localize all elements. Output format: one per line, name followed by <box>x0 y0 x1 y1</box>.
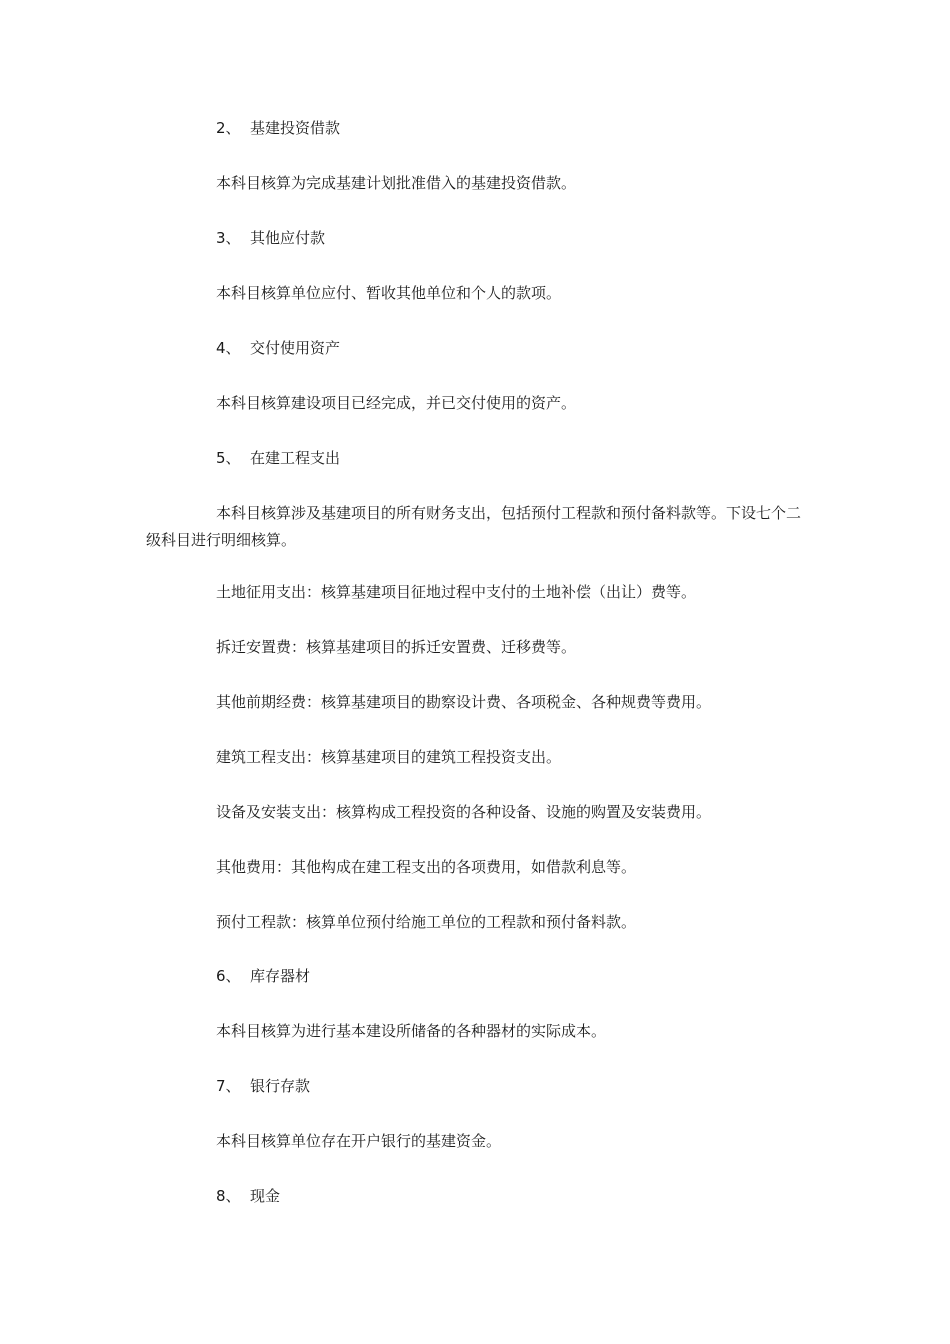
section-description: 本科目核算为进行基本建设所储备的各种器材的实际成本。 <box>216 1022 607 1040</box>
section-number: 8、 <box>216 1187 241 1205</box>
section-heading <box>216 448 340 468</box>
section-number: 7、 <box>216 1077 241 1095</box>
section-number: 3、 <box>216 229 241 247</box>
sub-item: 拆迁安置费：核算基建项目的拆迁安置费、迁移费等。 <box>216 638 577 656</box>
section-title: 交付使用资产 <box>250 339 341 357</box>
section-heading <box>216 1186 280 1206</box>
sub-item: 建筑工程支出：核算基建项目的建筑工程投资支出。 <box>216 748 562 766</box>
section-description: 本科目核算涉及基建项目的所有财务支出，包括预付工程款和预付备料款等。下设七个二级科目进行明细核算。 <box>146 504 802 549</box>
section-number: 2、 <box>216 119 241 137</box>
section-title: 基建投资借款 <box>250 119 341 137</box>
section-title: 其他应付款 <box>250 229 326 247</box>
sub-item: 其他费用：其他构成在建工程支出的各项费用，如借款利息等。 <box>216 858 637 876</box>
section-heading <box>216 1076 310 1096</box>
section-description: 本科目核算建设项目已经完成，并已交付使用的资产。 <box>216 394 577 412</box>
section-title: 现金 <box>250 1187 281 1205</box>
section-heading <box>216 118 340 138</box>
section-title: 在建工程支出 <box>250 449 341 467</box>
sub-item: 预付工程款：核算单位预付给施工单位的工程款和预付备料款。 <box>216 913 637 931</box>
section-heading <box>216 966 310 986</box>
section-title: 银行存款 <box>250 1077 311 1095</box>
section-heading <box>216 338 340 358</box>
section-number: 5、 <box>216 449 241 467</box>
section-title: 库存器材 <box>250 967 311 985</box>
section-description: 本科目核算为完成基建计划批准借入的基建投资借款。 <box>216 174 577 192</box>
section-number: 6、 <box>216 967 241 985</box>
sub-item: 其他前期经费：核算基建项目的勘察设计费、各项税金、各种规费等费用。 <box>216 693 712 711</box>
sub-item: 设备及安装支出：核算构成工程投资的各种设备、设施的购置及安装费用。 <box>216 803 712 821</box>
section-description: 本科目核算单位应付、暂收其他单位和个人的款项。 <box>216 284 562 302</box>
section-heading <box>216 228 325 248</box>
section-description: 本科目核算单位存在开户银行的基建资金。 <box>216 1132 502 1150</box>
section-number: 4、 <box>216 339 241 357</box>
sub-item: 土地征用支出：核算基建项目征地过程中支付的土地补偿（出让）费等。 <box>216 583 697 601</box>
